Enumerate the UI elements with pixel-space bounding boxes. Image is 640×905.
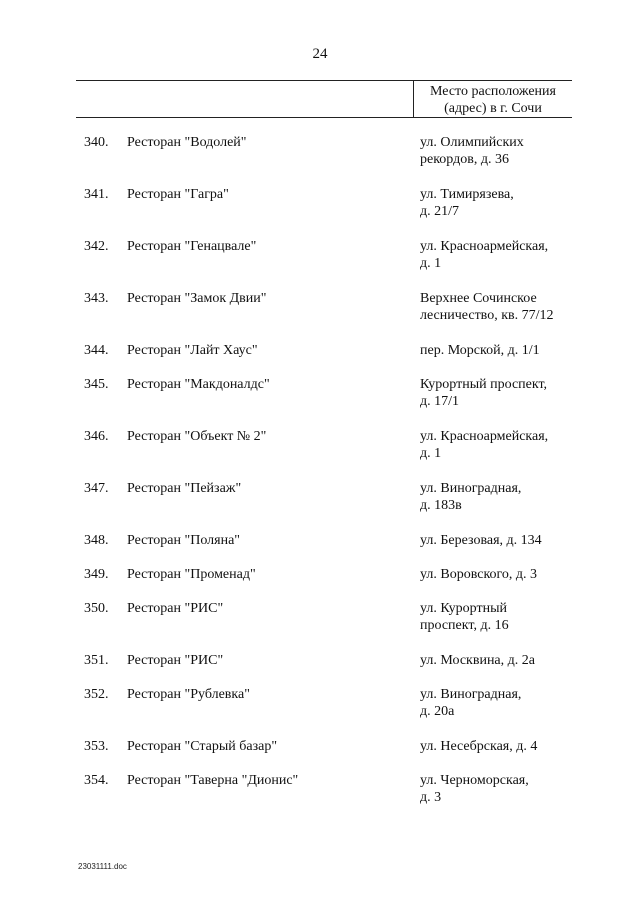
- address-line1: Курортный проспект,: [420, 377, 548, 392]
- address-line1: ул. Олимпийских: [420, 135, 524, 150]
- restaurant-name: Ресторан "Поляна": [127, 533, 241, 548]
- row-number: 347.: [84, 481, 109, 496]
- page-number: 24: [312, 46, 328, 62]
- row-number: 348.: [84, 533, 109, 548]
- restaurant-name: Ресторан "Старый базар": [127, 739, 278, 754]
- restaurant-address: [420, 238, 570, 272]
- row-number: 350.: [84, 601, 109, 616]
- location-column-header: [414, 83, 572, 117]
- restaurant-address: [420, 428, 570, 462]
- address-line2: д. 17/1: [420, 394, 460, 409]
- address-line2: д. 21/7: [420, 204, 460, 219]
- restaurant-name: Ресторан "Замок Двии": [127, 291, 267, 306]
- row-number: 349.: [84, 567, 109, 582]
- row-number: 341.: [84, 187, 109, 202]
- restaurant-name: Ресторан "Объект № 2": [127, 429, 267, 444]
- restaurant-name: Ресторан "Пейзаж": [127, 481, 242, 496]
- restaurant-name: Ресторан "Лайт Хаус": [127, 343, 258, 358]
- restaurant-address: [420, 772, 570, 806]
- restaurant-name: Ресторан "Променад": [127, 567, 256, 582]
- address-line1: ул. Курортный: [420, 601, 507, 616]
- restaurant-name: Ресторан "Таверна "Дионис": [127, 773, 299, 788]
- restaurant-name: Ресторан "РИС": [127, 653, 224, 668]
- restaurant-address: [420, 532, 570, 549]
- restaurant-address: [420, 342, 570, 359]
- address-line2: рекордов, д. 36: [420, 152, 509, 167]
- location-header-line2: (адрес) в г. Сочи: [444, 101, 542, 116]
- restaurant-address: [420, 376, 570, 410]
- row-number: 351.: [84, 653, 109, 668]
- address-line1: Верхнее Сочинское: [420, 291, 537, 306]
- row-number: 354.: [84, 773, 109, 788]
- restaurant-address: [420, 134, 570, 168]
- address-line1: ул. Несебрская, д. 4: [420, 739, 538, 754]
- document-filename: 23031111.doc: [78, 862, 127, 871]
- address-line2: проспект, д. 16: [420, 618, 509, 633]
- restaurant-name: Ресторан "Макдоналдс": [127, 377, 270, 392]
- row-number: 343.: [84, 291, 109, 306]
- address-line2: д. 1: [420, 446, 442, 461]
- address-line1: ул. Красноармейская,: [420, 429, 549, 444]
- restaurant-name: Ресторан "Генацвале": [127, 239, 257, 254]
- address-line1: ул. Виноградная,: [420, 481, 522, 496]
- row-number: 344.: [84, 343, 109, 358]
- row-number: 340.: [84, 135, 109, 150]
- restaurant-name: Ресторан "Рублевка": [127, 687, 250, 702]
- restaurant-address: [420, 600, 570, 634]
- location-header-line1: Место расположения: [430, 84, 556, 99]
- address-line1: ул. Виноградная,: [420, 687, 522, 702]
- address-line2: д. 183в: [420, 498, 462, 513]
- address-line1: ул. Москвина, д. 2а: [420, 653, 535, 668]
- restaurant-address: [420, 686, 570, 720]
- restaurant-name: Ресторан "Гагра": [127, 187, 229, 202]
- address-line2: д. 20а: [420, 704, 455, 719]
- address-line1: пер. Морской, д. 1/1: [420, 343, 540, 358]
- address-line1: ул. Красноармейская,: [420, 239, 549, 254]
- address-line1: ул. Воровского, д. 3: [420, 567, 538, 582]
- restaurant-address: [420, 480, 570, 514]
- restaurant-address: [420, 652, 570, 669]
- row-number: 342.: [84, 239, 109, 254]
- address-line1: ул. Тимирязева,: [420, 187, 514, 202]
- address-line1: ул. Черноморская,: [420, 773, 529, 788]
- address-line2: лесничество, кв. 77/12: [420, 308, 554, 323]
- restaurant-address: [420, 290, 570, 324]
- restaurant-address: [420, 186, 570, 220]
- row-number: 345.: [84, 377, 109, 392]
- restaurant-name: Ресторан "Водолей": [127, 135, 247, 150]
- table-header: [76, 80, 572, 118]
- restaurant-address: [420, 738, 570, 755]
- row-number: 352.: [84, 687, 109, 702]
- row-number: 353.: [84, 739, 109, 754]
- address-line2: д. 1: [420, 256, 442, 271]
- restaurant-address: [420, 566, 570, 583]
- restaurant-name: Ресторан "РИС": [127, 601, 224, 616]
- row-number: 346.: [84, 429, 109, 444]
- address-line2: д. 3: [420, 790, 442, 805]
- address-line1: ул. Березовая, д. 134: [420, 533, 542, 548]
